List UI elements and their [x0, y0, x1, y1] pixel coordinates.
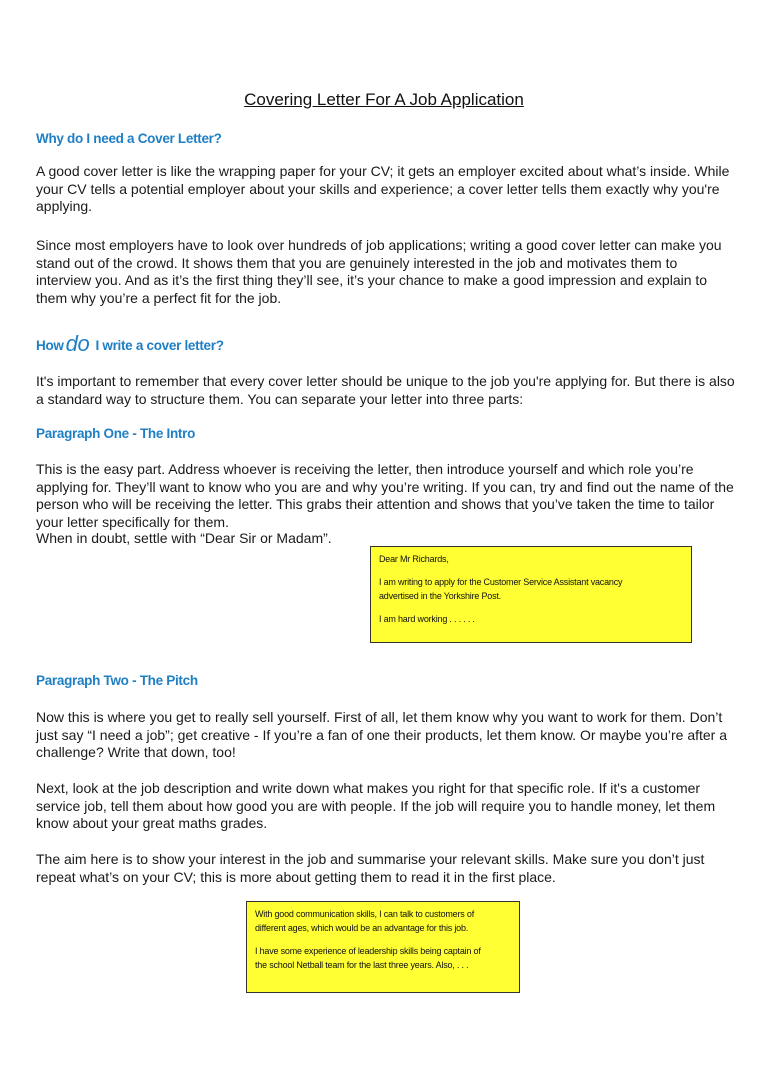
paragraph-intro-1: This is the easy part. Address whoever is receiving the letter, then introduce yourself and which role you’re applying for. They’ll want to know who you are and why you’re writing. If you can, try and find out the name of the person who will be receiving the letter. This grabs their attention and shows that you’ve taken the time to tailor your letter specifically for them.	[36, 461, 734, 530]
note-pitch-line-2: different ages, which would be an advantage for this job.	[255, 923, 469, 933]
paragraph-why-2: Since most employers have to look over hundreds of job applications; writing a good cover letter can make you stand out of the crowd. It shows them that you are genuinely interested in the job and motivates them to interview you. And as it’s the first thing they’ll see, it’s your chance to make a good impression and explain to them why you’re a perfect fit for the job.	[36, 237, 722, 306]
paragraph-why-1: A good cover letter is like the wrapping paper for your CV; it gets an employer excited about what’s inside. While your CV tells a potential employer about your skills and experience; a cover letter tells them exactly why you're applying.	[36, 163, 730, 214]
note-pitch-line-3: I have some experience of leadership skills being captain of	[255, 946, 481, 956]
document-title: Covering Letter For A Job Application	[244, 90, 524, 109]
example-note-intro	[370, 546, 692, 643]
heading-paragraph-two: Paragraph Two - The Pitch	[36, 673, 198, 688]
heading-paragraph-one: Paragraph One - The Intro	[36, 426, 196, 441]
note-pitch-line-1: With good communication skills, I can talk to customers of	[255, 909, 474, 919]
paragraph-pitch-3: The aim here is to show your interest in the job and summarise your relevant skills. Make sure you don’t just repeat what’s on your CV; this is more about getting them to read it in the first place.	[36, 851, 705, 885]
heading-how-write	[36, 330, 224, 356]
heading-how-pre: How	[36, 338, 64, 353]
heading-why-cover-letter: Why do I need a Cover Letter?	[36, 131, 222, 146]
note-intro-line-1: Dear Mr Richards,	[379, 554, 449, 564]
heading-how-do: do	[65, 331, 90, 356]
note-pitch-line-4: the school Netball team for the last three years. Also, . . .	[255, 960, 469, 970]
example-note-pitch	[246, 901, 520, 993]
note-intro-line-4: I am hard working . . . . . .	[379, 614, 475, 624]
paragraph-intro-2: When in doubt, settle with “Dear Sir or Madam”.	[36, 530, 332, 546]
paragraph-how-1: It's important to remember that every cover letter should be unique to the job you're applying for. But there is also a standard way to structure them. You can separate your letter into three parts:	[36, 373, 735, 407]
note-intro-line-2: I am writing to apply for the Customer Service Assistant vacancy	[379, 577, 623, 587]
note-intro-line-3: advertised in the Yorkshire Post.	[379, 591, 501, 601]
paragraph-pitch-2: Next, look at the job description and write down what makes you right for that specific role. If it's a customer service job, tell them about how good you are with people. If the job will require you to handle money, let them know about your great maths grades.	[36, 780, 716, 831]
heading-how-post: I write a cover letter?	[95, 338, 224, 353]
paragraph-pitch-1: Now this is where you get to really sell yourself. First of all, let them know why you want to work for them. Don’t just say “I need a job”; get creative - If you’re a fan of one their products, let them know. Or maybe you’re after a challenge? Write that down, too!	[36, 709, 728, 760]
